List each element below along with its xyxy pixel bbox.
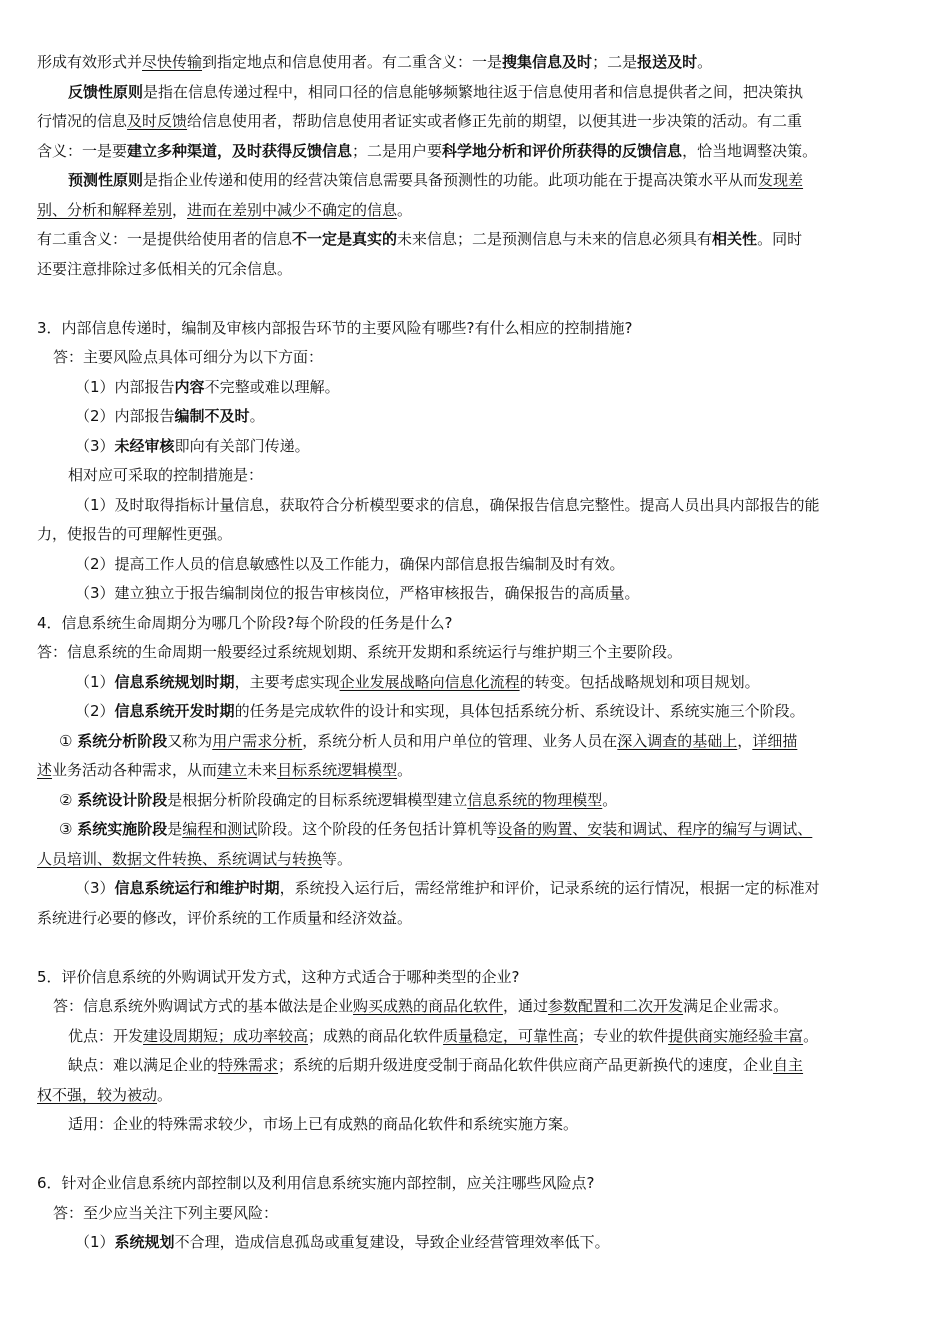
underlined-phrase: 目标系统逻辑模型 [277,761,398,779]
text-run: 业务活动各种需求，从而 [52,761,218,779]
text-run: 到指定地点和信息使用者。有二重含义：一是 [202,53,503,71]
text-run: ，主要考虑实现 [234,672,340,691]
text-run: （1） [75,1233,115,1251]
text-run: 优点：开发 [68,1026,144,1045]
text-run: 等。 [322,849,353,868]
text-line [37,225,917,255]
bold-term: 系统规划 [114,1233,175,1251]
underlined-phrase: 发现差 [758,171,804,189]
text-run: 形成有效形式并 [37,53,143,71]
text-run: 答：信息系统的生命周期一般要经过系统规划期、系统开发期和系统运行与维护期三个主要阶段。 [37,643,683,661]
underlined-phrase: 别、分析和解释差别 [37,200,173,219]
text-run: 即向有关部门传递。 [174,436,310,455]
text-run: 的任务是完成软件的设计和实现，具体包括系统分析、系统设计、系统实施三个阶段。 [234,702,805,720]
text-line [37,48,917,78]
text-run: （2） [75,702,115,720]
text-run: ；专业的软件 [578,1026,669,1045]
text-run: 4．信息系统生命周期分为哪几个阶段?每个阶段的任务是什么? [37,613,453,632]
text-run: 。 [397,761,413,779]
text-run: 含义：一是要 [37,141,128,160]
underlined-phrase: 自主 [773,1056,804,1074]
text-line [37,1022,917,1052]
text-run: ① [59,731,78,750]
text-line [37,137,917,167]
text-run: （2）内部报告 [75,407,175,425]
text-run: （3） [75,436,115,455]
text-run: 缺点：难以满足企业的 [68,1056,219,1074]
text-run: （1） [75,672,115,691]
text-run: 力，使报告的可理解性更强。 [37,525,233,543]
underlined-phrase: 企业发展战略向信息化流程 [339,672,520,691]
text-run: 答：信息系统外购调试方式的基本做法是企业 [53,997,354,1015]
text-run: ③ [59,820,78,838]
bold-term: 系统实施阶段 [77,820,168,838]
text-run: 答：至少应当关注下列主要风险： [53,1203,279,1222]
text-run: 。同时 [757,230,803,248]
text-run: 还要注意排除过多低相关的冗余信息。 [37,259,293,278]
bold-term: 编制不及时 [174,407,250,425]
text-line [37,520,917,550]
text-run: 不完整或难以理解。 [204,377,340,396]
text-run: 。 [157,1085,173,1104]
text-line [37,904,917,934]
text-run: ， [172,200,188,219]
text-line [37,845,917,875]
bold-term: 系统分析阶段 [77,731,168,750]
bold-term: 相关性 [712,230,758,248]
bold-term: 信息系统规划时期 [114,672,235,691]
text-run: ， [737,731,753,750]
underlined-phrase: 购买成熟的商品化软件 [353,997,504,1015]
text-run: （3）建立独立于报告编制岗位的报告审核岗位，严格审核报告，确保报告的高质量。 [75,584,640,602]
text-run: 的转变。包括战略规划和项目规划。 [519,672,760,691]
text-run: 不合理，造成信息孤岛或重复建设，导致企业经营管理效率低下。 [174,1233,610,1251]
blank-line [37,1140,917,1170]
text-run: （2）提高工作人员的信息敏感性以及工作能力，确保内部信息报告编制及时有效。 [75,554,625,573]
text-run: 给信息使用者，帮助信息使用者证实或者修正先前的期望，以便其进一步决策的活动。有二重 [187,112,803,130]
blank-line [37,284,917,314]
underlined-phrase: 详细描 [752,731,798,750]
text-run: （3） [75,879,115,897]
text-run: ；成熟的商品化软件 [308,1026,444,1045]
text-run: 。 [249,407,265,425]
text-run: 系统进行必要的修改，评价系统的工作质量和经济效益。 [37,908,413,927]
underlined-phrase: 特殊需求 [218,1056,279,1074]
text-run: 是根据分析阶段确定的目标系统逻辑模型建立 [167,790,468,809]
text-run: 5．评价信息系统的外购调试开发方式，这种方式适合于哪种类型的企业? [37,967,520,986]
answer-line [37,638,917,668]
underlined-phrase: 人员培训、数据文件转换、系统调试与转换 [37,849,323,868]
text-run: 。 [602,790,618,809]
underlined-phrase: 进而在差别中减少不确定的信息 [187,200,398,219]
text-line [37,1051,917,1081]
text-run: 是指在信息传递过程中，相同口径的信息能够频繁地往返于信息使用者和信息提供者之间，把决策执 [143,82,804,101]
text-run: ，系统分析人员和用户单位的管理、业务人员在 [302,731,618,750]
underlined-phrase: 用户需求分析 [212,731,303,750]
text-run: （1）内部报告 [75,377,175,396]
text-line [37,1110,917,1140]
list-item [37,373,917,403]
text-run: ；二是 [592,53,638,71]
text-run: ，恰当地调整决策。 [682,141,818,160]
text-line [37,78,917,108]
text-run: 6．针对企业信息系统内部控制以及利用信息系统实施内部控制，应关注哪些风险点? [37,1174,595,1192]
list-item [37,874,917,904]
list-item [37,402,917,432]
text-run: 答：主要风险点具体可细分为以下方面： [53,348,324,366]
text-run: 适用：企业的特殊需求较少，市场上已有成熟的商品化软件和系统实施方案。 [68,1115,579,1133]
text-run: ，系统投入运行后，需经常维护和评价，记录系统的运行情况，根据一定的标准对 [279,879,820,897]
text-line [37,255,917,285]
list-item [37,668,917,698]
text-run: 又称为 [167,731,213,750]
text-run: ② [59,790,78,809]
bold-term: 建立多种渠道，及时获得反馈信息 [127,141,353,160]
list-item [37,727,917,757]
question-heading [37,963,917,993]
underlined-phrase: 深入调查的基础上 [617,731,738,750]
bold-term: 内容 [174,377,205,396]
question-heading [37,609,917,639]
underlined-phrase: 尽快传输 [142,53,203,71]
list-item [37,815,917,845]
blank-line [37,933,917,963]
underlined-phrase: 权不强，较为被动 [37,1085,158,1104]
question-heading [37,314,917,344]
bold-term: 报送及时 [637,53,698,71]
list-item [37,697,917,727]
underlined-phrase: 述 [37,761,53,779]
answer-line [37,992,917,1022]
underlined-phrase: 信息系统的物理模型 [467,790,603,809]
bold-term: 不一定是真实的 [292,230,398,248]
bold-term: 科学地分析和评价所获得的反馈信息 [442,141,683,160]
list-item [37,579,917,609]
text-run: 未来信息；二是预测信息与未来的信息必须具有 [397,230,713,248]
underlined-phrase: 建设周期短；成功率较高 [143,1026,309,1045]
text-line [37,461,917,491]
answer-line [37,343,917,373]
bold-term: 未经审核 [114,436,175,455]
text-run: 行情况的信息 [37,112,128,130]
text-run: 3．内部信息传递时，编制及审核内部报告环节的主要风险有哪些?有什么相应的控制措施? [37,318,633,337]
underlined-phrase: 设备的购置、安装和调试、程序的编写与调试、 [497,820,813,838]
text-run: ；二是用户要 [352,141,443,160]
underlined-phrase: 质量稳定，可靠性高 [443,1026,579,1045]
list-item [37,550,917,580]
text-run: 满足企业需求。 [683,997,789,1015]
text-run: ；系统的后期升级进度受制于商品化软件供应商产品更新换代的速度，企业 [278,1056,774,1074]
underlined-phrase: 及时反馈 [127,112,188,130]
text-run: （1）及时取得指标计量信息，获取符合分析模型要求的信息，确保报告信息完整性。提高人员出具内部报告的能 [75,495,820,514]
bold-term: 信息系统运行和维护时期 [114,879,280,897]
text-run: 未来 [247,761,278,779]
text-run: ，通过 [503,997,549,1015]
text-run: 。 [803,1026,819,1045]
document-body [37,48,917,1258]
list-item [37,1228,917,1258]
text-run: 。 [397,200,413,219]
text-run: 阶段。这个阶段的任务包括计算机等 [257,820,498,838]
underlined-phrase: 编程和测试 [182,820,258,838]
text-line [37,196,917,226]
list-item [37,786,917,816]
bold-term: 信息系统开发时期 [114,702,235,720]
bold-term: 搜集信息及时 [502,53,593,71]
bold-term: 系统设计阶段 [77,790,168,809]
underlined-phrase: 提供商实施经验丰富 [668,1026,804,1045]
bold-term: 反馈性原则 [68,82,144,101]
list-item [37,432,917,462]
bold-term: 预测性原则 [68,171,144,189]
list-item [37,491,917,521]
text-run: 是 [167,820,183,838]
text-run: 相对应可采取的控制措施是： [68,466,264,484]
text-run: 。 [697,53,713,71]
text-run: 是指企业传递和使用的经营决策信息需要具备预测性的功能。此项功能在于提高决策水平从而 [143,171,759,189]
text-line [37,1081,917,1111]
answer-line [37,1199,917,1229]
text-line [37,107,917,137]
underlined-phrase: 建立 [217,761,248,779]
text-line [37,166,917,196]
question-heading [37,1169,917,1199]
text-run: 有二重含义：一是提供给使用者的信息 [37,230,293,248]
text-line [37,756,917,786]
underlined-phrase: 参数配置和二次开发 [548,997,684,1015]
